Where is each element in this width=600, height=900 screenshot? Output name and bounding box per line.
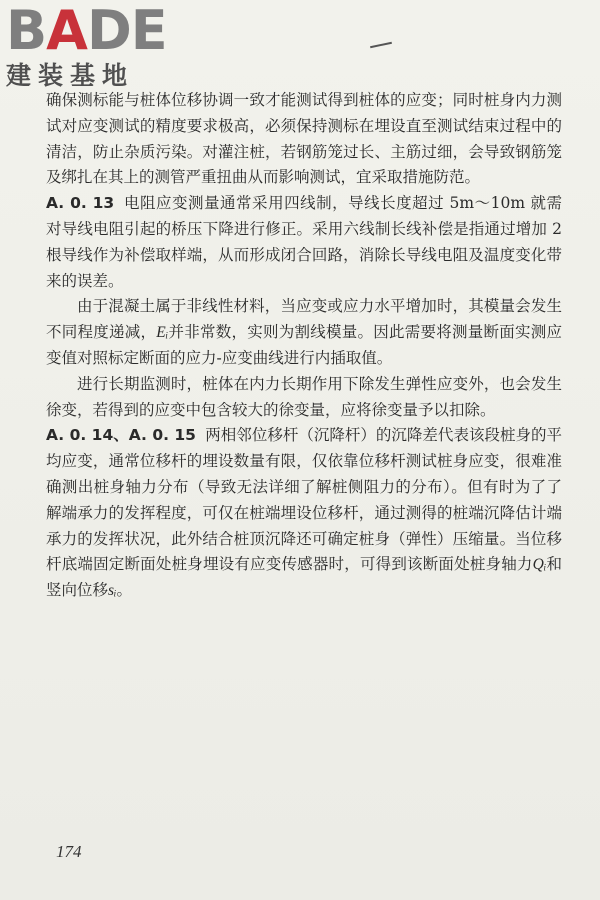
logo-subtitle: 建装基地 [6,61,135,90]
paragraph [46,294,562,371]
body-text [46,88,562,604]
clause-number: A. 0. 13 [46,194,115,213]
paragraph: 进行长期监测时，桩体在内力长期作用下除发生弹性应变外，也会发生徐变，若得到的应变中包含较大的徐变量，应将徐变量予以扣除。 [46,374,562,419]
paragraph-text: 电阻应变测量通常采用四线制，导线长度超过 5m～10m 就需对导线电阻引起的桥压下降进行修正。采用六线制长线补偿是指通过增加 2 根导线作为补偿取样端，从而形成闭合回路，消除长导线电阻及温度变化带来的误差。 [46,194,562,290]
paragraph [46,423,562,604]
paragraph: 确保测标能与桩体位移协调一致才能测试得到桩体的应变；同时桩身内力测试对应变测试的精度要求极高，必须保持测标在埋设直至测试结束过程中的清洁，防止杂质污染。对灌注桩，若钢筋笼过长、主筋过细，会导致钢筋笼及绑扎在其上的测管严重扭曲从而影响测试，宜采取措施防范。 [46,91,562,187]
clause-number: A. 0. 14、A. 0. 15 [46,426,196,445]
paragraph [46,191,562,294]
symbol-q: Qᵢ [532,556,547,574]
paragraph-text: 并非常数，实则为割线模量。因此需要将测量断面实测应变值对照标定断面的应力-应变曲线进行内插取值。 [46,323,562,367]
logo [6,0,176,91]
symbol-e: Eᵢ [156,324,169,342]
paragraph-text: 。 [116,581,133,600]
paragraph-text: 两相邻位移杆（沉降杆）的沉降差代表该段桩身的平均应变，通常位移杆的埋设数量有限，仅依靠位移杆测试桩身应变，很难准确测出桩身轴力分布（导致无法详细了解桩侧阻力的分布）。但有时为了了解端承力的发挥程度，可仅在桩端埋设位移杆，通过测得的桩端沉降估计端承力的发挥状况，此外结合桩顶沉降还可确定桩身（弹性）压缩量。当位移杆底端固定断面处桩身埋设有应变传感器时，可得到该断面处桩身轴力 [46,426,562,574]
paragraph-text: 由于混凝土属于非线性材料，当应变或应力水平增加时，其模量会发生不同程度递减， [46,297,562,342]
page-number: 174 [56,842,82,861]
logo-wordmark: BADE [6,0,167,62]
pen-mark [370,42,392,49]
symbol-s: sᵢ [108,582,117,600]
paragraph-text: 和竖向位移 [46,555,562,600]
